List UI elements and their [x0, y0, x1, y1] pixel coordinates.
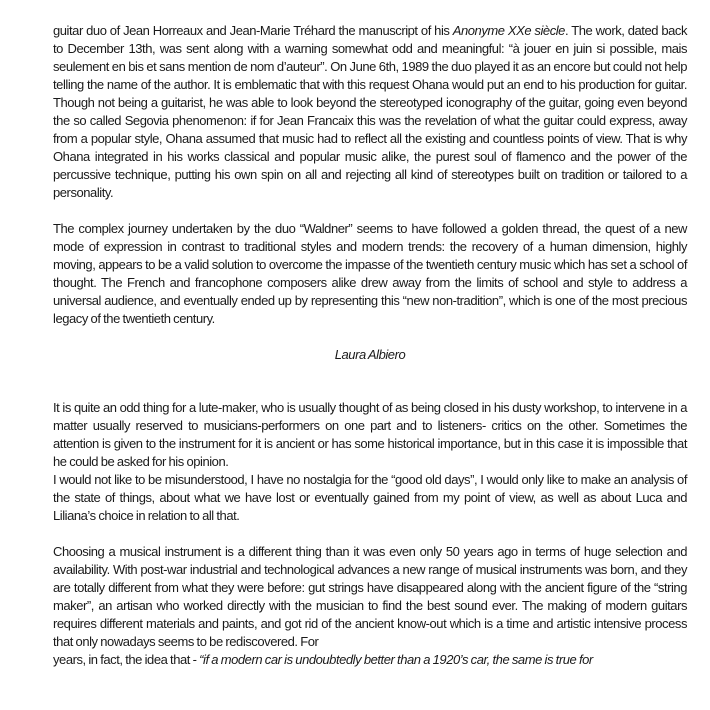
paragraph-continued-line [53, 651, 687, 669]
section-gap [53, 364, 687, 399]
paragraph-gap [53, 202, 687, 220]
paragraph-gap [53, 525, 687, 543]
author-signature: Laura Albiero [334, 347, 406, 362]
document-page [53, 22, 687, 669]
paragraph-choosing-instrument: Choosing a musical instrument is a different thing than it was even only 50 years ago in terms of huge selection and availability. With post-war industrial and technological advances a new range of musical instruments was born, and they are totally different from what they were before: gut strings have disappeared along with the ancient figure of the “string maker”, an artisan who worked directly with the musician to find the best sound ever. The making of modern guitars requires different materials and paints, and got rid of the ancient know-out which is a time and artistic intensive process that only nowadays seems to be rediscovered. For [53, 544, 687, 649]
paragraph-waldner-journey: The complex journey undertaken by the duo “Waldner” seems to have followed a golden thread, the quest of a new mode of expression in contrast to traditional styles and modern trends: the recovery of a human dimension, highly moving, appears to be a valid solution to overcome the impasse of the twentieth century music which has set a school of thought. The French and francophone composers alike drew away from the limits of school and style to address a universal audience, and eventually ended up by representing this “new non-tradition”, which is one of the most precious legacy of the twentieth century. [53, 221, 687, 326]
work-title: Anonyme XXe siècle [452, 23, 565, 38]
paragraph-text: . The work, dated back to December 13th, was sent along with a warning somewhat odd and meaningful: “à jouer en juin si possible, mais seulement en bis et sans mention de nom d’auteur”. On June 6th, 1989 the duo played it as an encore but could not help telling the name of the author. It is emblematic that with this request Ohana would put an end to his production for guitar. Though not being a guitarist, he was able to look beyond the stereotyped iconography of the guitar, going even beyond the so called Segovia phenomenon: if for Jean Francaix this was the revelation of what the guitar could express, away from a popular style, Ohana assumed that music had to reflect all the existing and countless points of view. That is why Ohana integrated in his works classical and popular music alike, the purest soul of flamenco and the power of the percussive technique, putting his own spin on all and rejecting all kind of stereotypes built on tradition or tailored to a personality. [53, 23, 687, 200]
paragraph-text: years, in fact, the idea that - [53, 652, 200, 667]
paragraph-nostalgia: I would not like to be misunderstood, I have no nostalgia for the “good old days”, I would only like to make an analysis of the state of things, about what we have lost or eventually gained from my point of view, as well as about Luca and Liliana’s choice in relation to all that. [53, 472, 687, 523]
paragraph-lute-maker: It is quite an odd thing for a lute-maker, who is usually thought of as being closed in his dusty workshop, to intervene in a matter usually reserved to musicians-performers on one part and to listeners- critics on the other. Sometimes the attention is given to the instrument for it is ancient or has some historical importance, but in this case it is impossible that he could be asked for his opinion. [53, 400, 687, 469]
quoted-text: “if a modern car is undoubtedly better than a 1920’s car, the same is true for [199, 652, 593, 667]
paragraph-ohana-anonyme [53, 22, 687, 202]
paragraph-gap [53, 328, 687, 346]
paragraph-text: guitar duo of Jean Horreaux and Jean-Marie Tréhard the manuscript of his [53, 23, 453, 38]
